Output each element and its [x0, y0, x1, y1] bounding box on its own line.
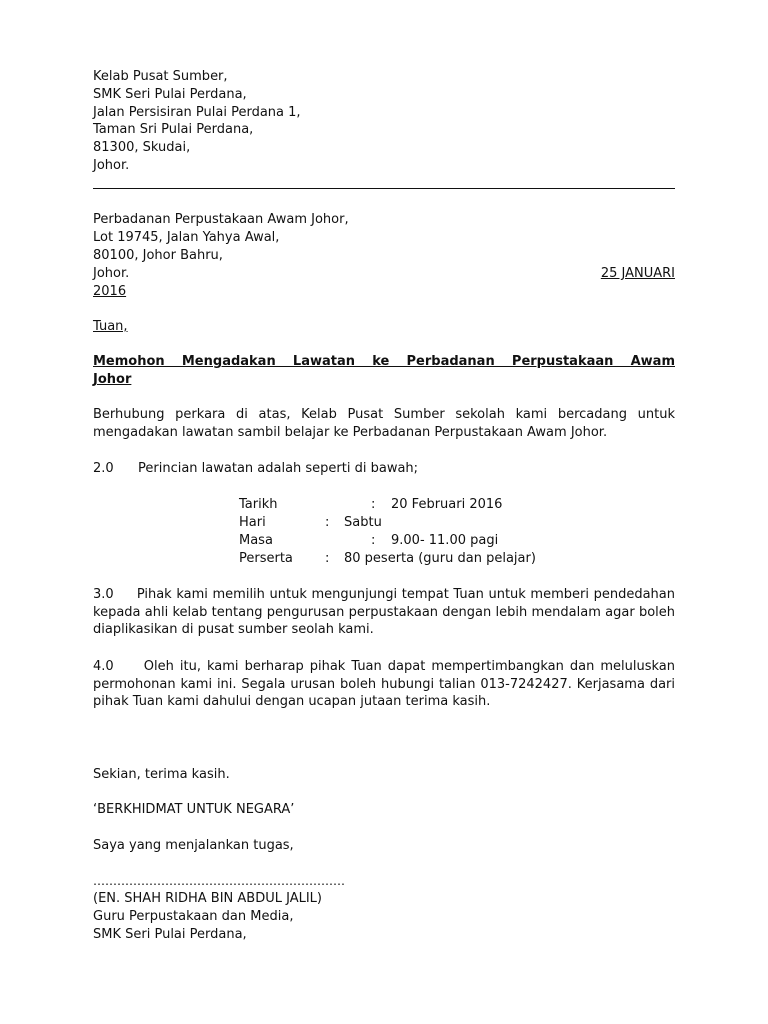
detail-value-date: 20 Februari 2016 — [391, 497, 503, 512]
section-4-paragraph: 4.0 Oleh itu, kami berharap pihak Tuan dapat mempertimbangkan dan meluluskan permohonan kami ini. Segala urusan boleh hubungi talian 013-7242427. Kerjasama dari pihak Tuan kami dahului dengan ucapan jutaan terima kasih. — [93, 659, 680, 709]
sender-line-5: 81300, Skudai, — [93, 140, 191, 155]
detail-label-date: Tarikh — [239, 497, 278, 512]
detail-sep-participants: : — [325, 551, 330, 566]
detail-label-time: Masa — [239, 533, 273, 548]
subject-line-2: Johor — [93, 372, 132, 387]
letter-date: 25 JANUARI — [600, 266, 675, 281]
signature-dots: ……………………………………………………… — [93, 874, 345, 888]
sender-line-6: Johor. — [93, 158, 130, 173]
signer-position: Guru Perpustakaan dan Media, — [93, 909, 294, 924]
recipient-line-3: 80100, Johor Bahru, — [93, 248, 223, 263]
intro-paragraph: Berhubung perkara di atas, Kelab Pusat Sumber sekolah kami bercadang untuk mengadakan lawatan sambil belajar ke Perbadanan Perpustakaan Awam Johor. — [93, 407, 675, 440]
subject-line-1: Memohon Mengadakan Lawatan ke Perbadanan Perpustakaan Awam — [93, 354, 675, 369]
closing-duty: Saya yang menjalankan tugas, — [93, 838, 294, 853]
sender-line-1: Kelab Pusat Sumber, — [93, 69, 228, 84]
sender-line-4: Taman Sri Pulai Perdana, — [93, 122, 254, 137]
salutation: Tuan, — [93, 319, 128, 334]
detail-value-day: Sabtu — [344, 515, 382, 530]
detail-sep-date: : — [371, 497, 376, 512]
section-3-paragraph: 3.0 Pihak kami memilih untuk mengunjungi tempat Tuan untuk memberi pendedahan kepada ahli kelab tentang pengurusan perpustakaan dengan lebih mendalam agar boleh diaplikasikan di pusat sumber seolah kami. — [93, 587, 680, 637]
section-2-number: 2.0 — [93, 461, 114, 476]
sender-line-2: SMK Seri Pulai Perdana, — [93, 87, 247, 102]
letter-date-year: 2016 — [93, 284, 127, 299]
sender-line-3: Jalan Persisiran Pulai Perdana 1, — [93, 105, 301, 120]
recipient-line-1: Perbadanan Perpustakaan Awam Johor, — [93, 212, 349, 227]
closing-motto: ‘BERKHIDMAT UNTUK NEGARA’ — [93, 802, 295, 817]
recipient-line-4: Johor. — [93, 266, 130, 281]
section-2-text: Perincian lawatan adalah seperti di bawah; — [138, 461, 419, 476]
signer-name: (EN. SHAH RIDHA BIN ABDUL JALIL) — [93, 891, 322, 906]
recipient-line-2: Lot 19745, Jalan Yahya Awal, — [93, 230, 280, 245]
detail-sep-day: : — [325, 515, 330, 530]
detail-label-day: Hari — [239, 515, 266, 530]
signer-school: SMK Seri Pulai Perdana, — [93, 927, 247, 942]
detail-value-time: 9.00- 11.00 pagi — [391, 533, 499, 548]
detail-sep-time: : — [371, 533, 376, 548]
detail-label-participants: Perserta — [239, 551, 293, 566]
header-divider — [93, 188, 675, 189]
detail-value-participants: 80 peserta (guru dan pelajar) — [344, 551, 536, 566]
closing-thanks: Sekian, terima kasih. — [93, 767, 230, 782]
